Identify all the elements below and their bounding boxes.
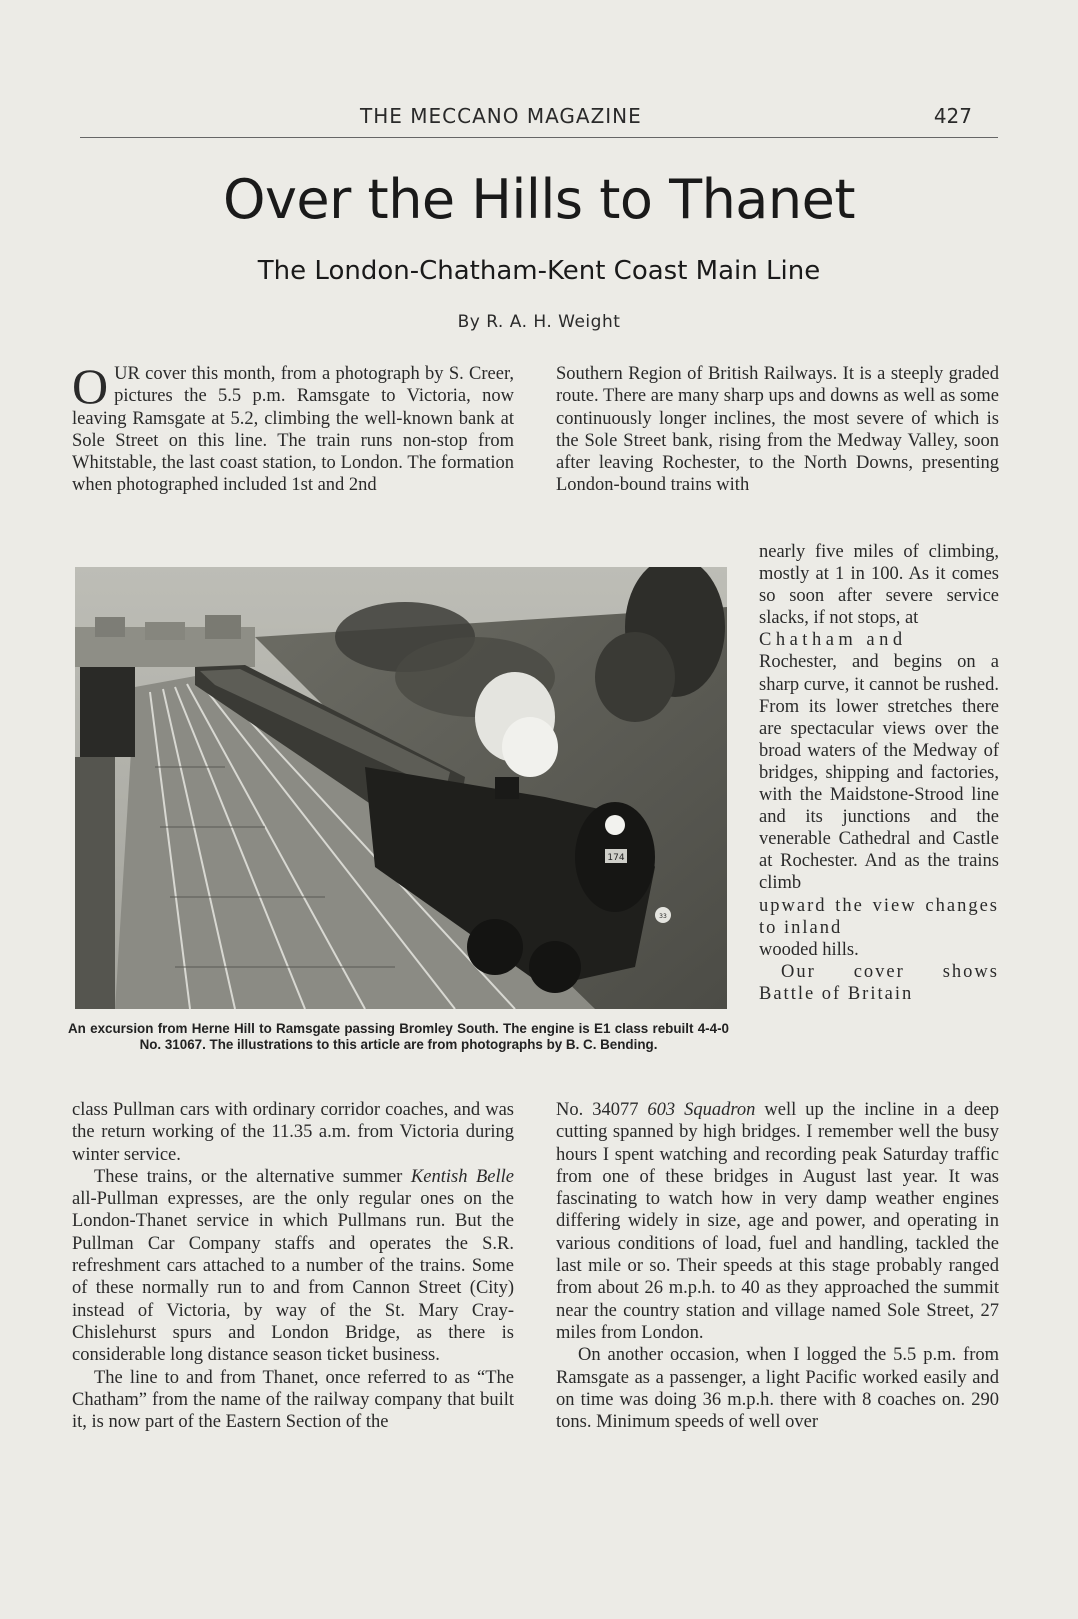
- wrap-part2: Rochester, and begins on a sharp curve, it cannot be rushed. From its lower stretches there are spectacular views over the broad waters of the Medway of bridges, shipping and factories, with the Maidstone-Strood line and its junctions and the venerable Cathedral and Castle at Rochester. And as the trains climb: [759, 652, 999, 894]
- left-bottom-p1: class Pullman cars with ordinary corridor coaches, and was the return working of the 11.35 a.m. from Victoria during winter service.: [72, 1100, 514, 1165]
- magazine-title: THE MECCANO MAGAZINE: [360, 104, 642, 128]
- left-bottom-p3: The line to and from Thanet, once referred to as “The Chatham” from the name of the railway company that built it, is now part of the Eastern Section of the: [72, 1367, 514, 1433]
- right-bottom-p1: [556, 1099, 999, 1344]
- wrap-column: [759, 541, 999, 1005]
- lamp-code: 33: [659, 913, 667, 920]
- wrap-part3: wooded hills.: [759, 939, 859, 960]
- byline: By R. A. H. Weight: [457, 312, 621, 332]
- right-bottom-p2: On another occasion, when I logged the 5.5 p.m. from Ramsgate as a passenger, a light Pacific worked easily and on time was doing 36 m.p.h. there with 8 coaches on. 290 tons. Minimum speeds of well over: [556, 1345, 999, 1433]
- train-photo: [75, 567, 727, 1009]
- right-column-top: [556, 363, 999, 497]
- photo-caption: An excursion from Herne Hill to Ramsgate passing Bromley South. The engine is E1 class rebuilt 4-4-0 No. 31067. The illustrations to this article are from photographs by B. C. Bending.: [68, 1021, 729, 1052]
- wrap-spaced-line-2: upward the view changes to inland: [759, 895, 999, 938]
- right-column-bottom: [556, 1099, 999, 1433]
- article-title: Over the Hills to Thanet: [222, 168, 856, 231]
- header-rule: [80, 137, 998, 138]
- left-column-bottom: [72, 1099, 514, 1433]
- wrap-spaced-line: Chatham and: [759, 630, 907, 651]
- intro-text: UR cover this month, from a photograph by S. Creer, pictures the 5.5 p.m. Ramsgate to Victoria, now leaving Ramsgate at 5.2, climbing the well-known bank at Sole Street on this line. The train runs non-stop from Whitstable, the last coast station, to London. The formation when photographed included 1st and 2nd: [72, 364, 514, 496]
- wrap-part1: nearly five miles of climbing, mostly at 1 in 100. As it comes so soon after severe service slacks, if not stops, at: [759, 542, 999, 629]
- drop-cap: O: [72, 358, 109, 414]
- left-bottom-p2-pre: These trains, or the alternative summer: [94, 1166, 403, 1187]
- article-subtitle: The London-Chatham-Kent Coast Main Line: [257, 256, 821, 286]
- squadron-name: 603 Squadron: [647, 1100, 756, 1120]
- kentish-belle: Kentish Belle: [410, 1166, 515, 1187]
- right-bottom-p1-pre: No. 34077: [556, 1100, 639, 1120]
- right-top-paragraph: Southern Region of British Railways. It is a steeply graded route. There are many sharp ups and downs as well as some continuously longer inclines, the most severe of which is the Sole Street bank, rising from the Medway Valley, soon after leaving Rochester, to the North Downs, presenting London-bound trains with: [556, 364, 999, 496]
- smokebox-plate: 174: [607, 853, 625, 863]
- left-bottom-p2: [72, 1166, 514, 1367]
- left-bottom-p2-post: all-Pullman expresses, are the only regular ones on the London-Thanet service in which Pullmans run. But the Pullman Car Company staffs and operates the S.R. refreshment cars attached to a number of the trains. Some of these normally run to and from Cannon Street (City) instead of Victoria, by way of the St. Mary Cray-Chislehurst spurs and London Bridge, as there is considerable long distance season ticket business.: [72, 1189, 514, 1366]
- page-number: 427: [933, 104, 972, 128]
- intro-paragraph: [72, 358, 514, 497]
- right-bottom-p1-post: well up the incline in a deep cutting spanned by high bridges. I remember well the busy hours I spent watching and recording peak Saturday traffic from one of these bridges in August last year. It was fascinating to watch how in very damp weather engines differing widely in size, age and power, and operating in various conditions of load, fuel and handling, tackled the last mile or so. Their speeds at this stage probably ranged from about 26 m.p.h. to 40 as they approached the summit near the country station and village named Sole Street, 27 miles from London.: [556, 1100, 999, 1343]
- wrap-cover-paragraph: Our cover shows Battle of Britain: [759, 961, 999, 1004]
- train-photo-illustration: [75, 567, 727, 1009]
